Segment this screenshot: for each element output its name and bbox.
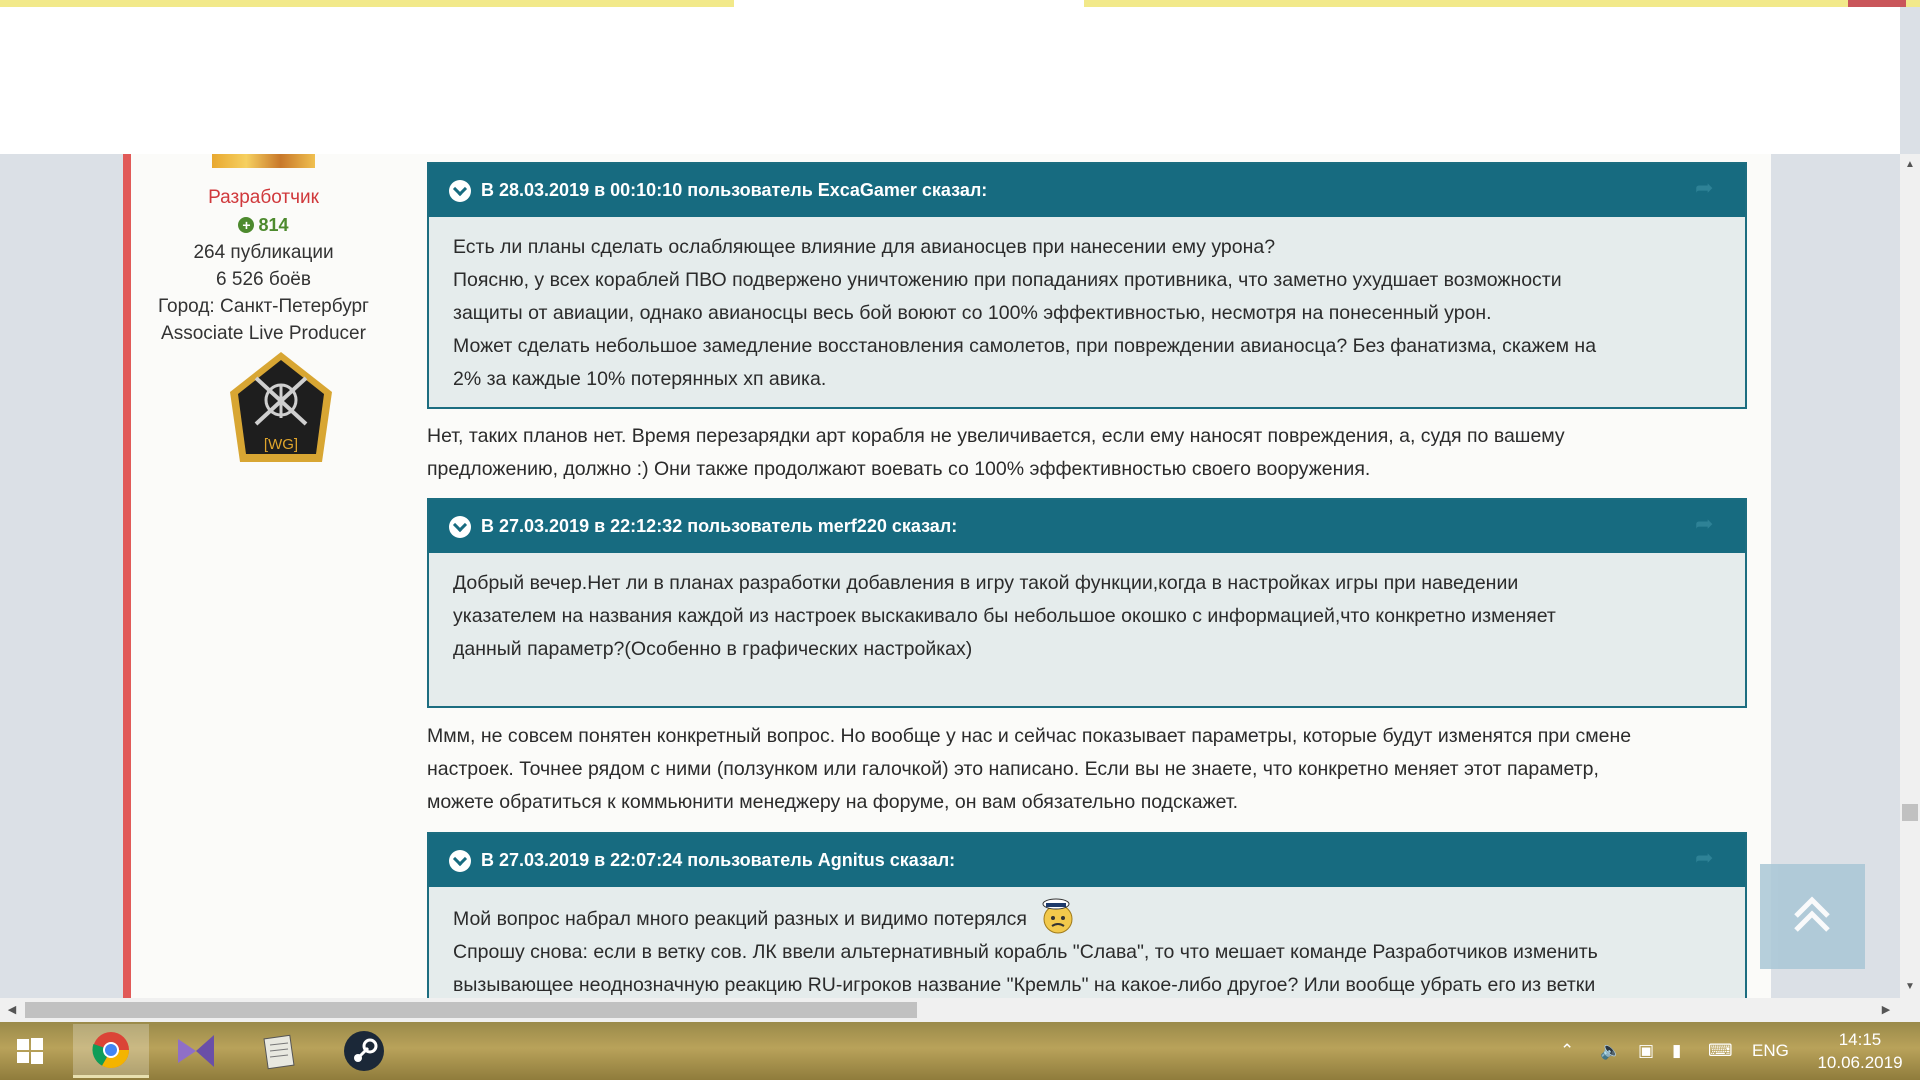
scroll-left-icon[interactable]: ◀ [7, 1004, 17, 1016]
quote-line: Спрошу снова: если в ветку сов. ЛК ввели альтернативный корабль "Слава", то что мешает команде Разработчиков изменить [453, 941, 1598, 963]
horizontal-scrollbar[interactable] [0, 998, 1900, 1022]
taskbar-steam[interactable] [326, 1024, 402, 1078]
chevron-up-icon[interactable]: ⌃ [1560, 1041, 1575, 1060]
reputation [131, 215, 396, 236]
quote-header[interactable] [429, 500, 1745, 553]
scroll-top-icon [1760, 864, 1865, 969]
scroll-right-icon[interactable]: ▶ [1881, 1004, 1891, 1016]
quote-block [427, 832, 1747, 998]
chevron-down-icon[interactable] [449, 180, 471, 202]
quote-line: данный параметр?(Особенно в графических настройках) [453, 638, 973, 660]
sailor-smiley-icon [1038, 895, 1078, 935]
top-stripe-red [1848, 0, 1906, 7]
avatar[interactable] [212, 154, 315, 168]
badge-text: [WG] [263, 436, 299, 453]
hscroll-thumb[interactable] [25, 1002, 917, 1018]
plus-icon: + [238, 217, 254, 233]
share-icon[interactable]: ➦ [1695, 175, 1714, 200]
chevron-down-icon[interactable] [449, 850, 471, 872]
chrome-icon [91, 1030, 131, 1070]
quote-line: указателем на названия каждой из настроек выскакивало бы небольшое окошко с информацией,что конкретно изменяет [453, 605, 1556, 627]
clock[interactable] [1810, 1028, 1910, 1074]
taskbar-chrome[interactable] [73, 1024, 149, 1078]
keyboard-icon[interactable]: ⌨ [1708, 1041, 1733, 1060]
quote-body [429, 553, 1745, 680]
quote-line: Есть ли планы сделать ослабляющее влияние для авианосцев при нанесении ему урона? [453, 236, 1276, 258]
language-indicator[interactable]: ENG [1752, 1041, 1789, 1060]
reply-line: Нет, таких планов нет. Время перезарядки арт корабля не увеличивается, если ему наносят повреждения, а, судя по вашему [427, 425, 1565, 447]
developer-accent-bar [123, 154, 131, 998]
page-viewport [0, 154, 1900, 998]
reply-text [427, 720, 1757, 819]
quote-block [427, 162, 1747, 409]
quote-line: Добрый вечер.Нет ли в планах разработки добавления в игру такой функции,когда в настройках игры при наведении [453, 572, 1519, 594]
quote-block [427, 498, 1747, 708]
chevron-down-icon[interactable] [449, 516, 471, 538]
quote-header-text: В 27.03.2019 в 22:12:32 пользователь merf220 сказал: [481, 516, 958, 536]
vertical-scrollbar[interactable] [1900, 154, 1920, 998]
reply-text [427, 420, 1757, 486]
tray-expand[interactable] [1560, 1022, 1574, 1080]
reply-line: можете обратиться к коммьюнити менеджеру на форуме, он вам обязательно подскажет. [427, 791, 1239, 813]
scroll-down-icon[interactable]: ▼ [1905, 981, 1915, 992]
taskbar-notepad[interactable] [242, 1024, 318, 1078]
quote-line: защиты от авиации, однако авианосцы весь бой воюют со 100% эффективностью, несмотря на понесенный урон. [453, 302, 1492, 324]
wg-badge-icon [226, 350, 336, 466]
share-icon[interactable]: ➦ [1695, 511, 1714, 536]
share-icon[interactable]: ➦ [1695, 845, 1714, 870]
battery-icon[interactable]: ▮ [1672, 1041, 1682, 1060]
top-stripe-gap [734, 0, 1084, 7]
scroll-thumb[interactable] [1902, 804, 1918, 821]
quote-line: 2% за каждые 10% потерянных хп авика. [453, 368, 827, 390]
author-role: Разработчик [208, 187, 319, 208]
scroll-up-icon[interactable]: ▲ [1905, 159, 1915, 170]
author-title: Associate Live Producer [161, 323, 366, 344]
scroll-top-button[interactable] [1760, 864, 1865, 969]
scrollbar-corner [1900, 998, 1920, 1022]
volume-icon[interactable]: 🔈 [1600, 1041, 1622, 1060]
visual-studio-icon [174, 1031, 218, 1071]
start-button[interactable] [0, 1024, 68, 1078]
site-header [0, 7, 1900, 154]
publications-count: 264 публикации [193, 242, 334, 263]
reputation-value: 814 [258, 215, 289, 235]
clock-time: 14:15 [1838, 1030, 1882, 1049]
quote-header[interactable] [429, 164, 1745, 217]
clock-date: 10.06.2019 [1817, 1053, 1903, 1072]
quote-line: Поясню, у всех кораблей ПВО подвержено уничтожению при попаданиях противника, что заметно ухудшает возможности [453, 269, 1562, 291]
reply-line: настроек. Точнее рядом с ними (ползунком или галочкой) это написано. Если вы не знаете, что конкретно меняет этот параметр, [427, 758, 1599, 780]
quote-line [453, 895, 1721, 936]
quote-body [429, 887, 1745, 998]
quote-line-text: Мой вопрос набрал много реакций разных и видимо потерялся [453, 908, 1027, 930]
quote-header[interactable] [429, 834, 1745, 887]
steam-icon [342, 1029, 386, 1073]
quote-body [429, 217, 1745, 410]
taskbar-visual-studio[interactable] [158, 1024, 234, 1078]
quote-line: вызывающее неоднозначную реакцию RU-игроков название "Кремль" на какое-либо другое? Или вообще убрать его из ветки [453, 974, 1596, 996]
notepad-icon [260, 1031, 300, 1071]
network-icon[interactable]: ▣ [1638, 1041, 1655, 1060]
forum-post [123, 154, 1771, 998]
quote-header-text: В 28.03.2019 в 00:10:10 пользователь ExcaGamer сказал: [481, 180, 988, 200]
battles-count: 6 526 боёв [216, 269, 311, 290]
windows-start-icon [15, 1036, 45, 1066]
reply-line: предложению, должно :) Они также продолжают воевать со 100% эффективностью своего вооружения. [427, 458, 1371, 480]
taskbar [0, 1022, 1920, 1080]
author-city: Город: Санкт-Петербург [158, 296, 369, 317]
quote-line: Может сделать небольшое замедление восстановления самолетов, при повреждении авианосца? Без фанатизма, скажем на [453, 335, 1597, 357]
quote-header-text: В 27.03.2019 в 22:07:24 пользователь Agnitus сказал: [481, 850, 956, 870]
reply-line: Ммм, не совсем понятен конкретный вопрос. Но вообще у нас и сейчас показывает параметры, которые будут изменятся при смене [427, 725, 1632, 747]
